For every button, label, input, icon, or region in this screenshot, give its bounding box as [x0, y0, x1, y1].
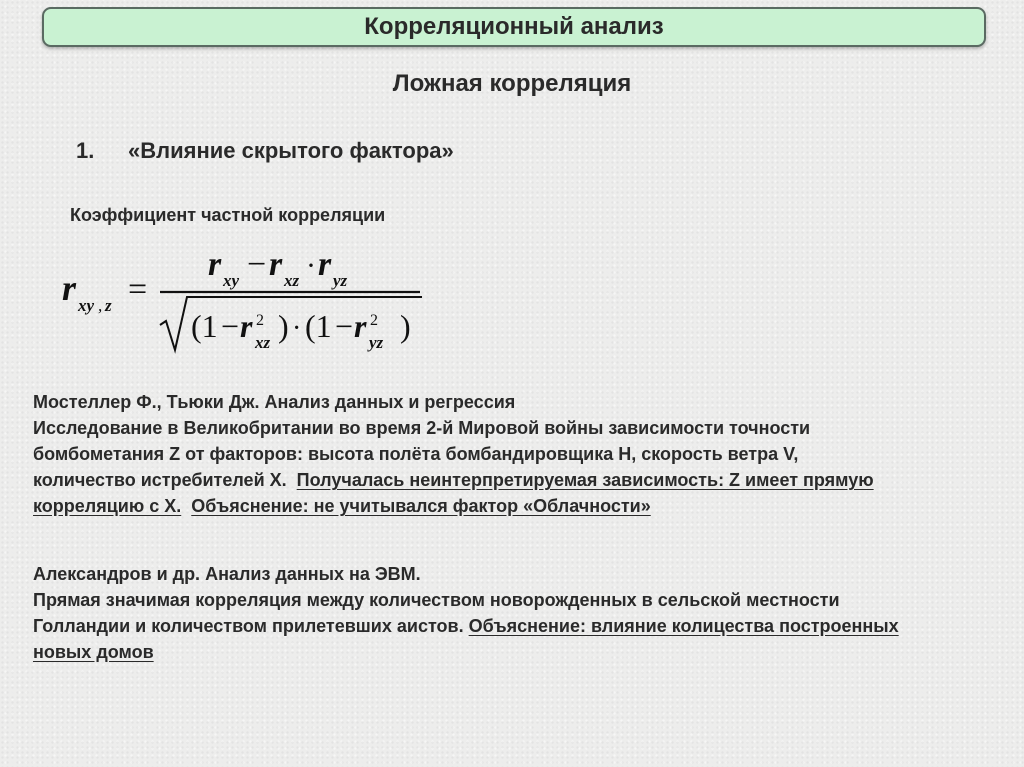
svg-text:−: −: [335, 308, 354, 344]
item-text: «Влияние скрытого фактора»: [128, 138, 454, 163]
svg-text:r: r: [62, 268, 77, 308]
svg-text:(1: (1: [305, 308, 332, 344]
svg-text:r: r: [269, 246, 283, 283]
svg-text:(1: (1: [191, 308, 218, 344]
svg-text:r: r: [354, 308, 367, 344]
slide-subtitle: Ложная корреляция: [392, 70, 632, 97]
svg-text:xz: xz: [255, 333, 271, 352]
svg-text:·: ·: [292, 313, 302, 344]
para2-line3-plain: Голландии и количеством прилетевших аистов.: [33, 616, 464, 636]
svg-text:yz: yz: [333, 271, 348, 290]
svg-text:,: ,: [98, 296, 103, 315]
svg-text:2: 2: [256, 312, 264, 329]
para2-line3-underlined: Объяснение: влияние колицества построенных: [468, 616, 899, 636]
svg-text:xy: xy: [78, 296, 95, 315]
svg-text:−: −: [221, 308, 240, 344]
slide-title: Корреляционный анализ: [364, 13, 664, 40]
para2-line1: Александров и др. Анализ данных на ЭВМ.: [33, 564, 421, 584]
svg-text:·: ·: [306, 249, 316, 282]
para1-line2: Исследование в Великобритании во время 2-й Мировой войны зависимости точности: [33, 418, 811, 438]
para1-line5-underlined-b: Объяснение: не учитывался фактор «Облачности»: [191, 496, 651, 516]
para1-line4: [33, 467, 874, 493]
svg-text:): ): [400, 308, 411, 344]
svg-text:=: =: [128, 271, 148, 308]
partial-correlation-formula: [60, 245, 440, 365]
svg-text:yz: yz: [369, 333, 384, 352]
para1-line3: бомбометания Z от факторов: высота полёта бомбандировщика H, скорость ветра V,: [33, 444, 799, 464]
slide-header: [42, 7, 986, 47]
svg-text:): ): [278, 308, 289, 344]
para1-line5-underlined-a: корреляцию с X.: [33, 496, 182, 516]
para1-line5: [33, 493, 874, 519]
svg-text:r: r: [208, 246, 222, 283]
svg-text:xz: xz: [284, 271, 300, 290]
svg-text:xy: xy: [223, 271, 240, 290]
svg-text:z: z: [105, 296, 112, 315]
svg-text:r: r: [318, 246, 332, 283]
para2-line4-underlined: новых домов: [33, 642, 154, 662]
numbered-item: [76, 138, 454, 164]
para1-line4-plain: количество истребителей X.: [33, 470, 287, 490]
aleksandrov-paragraph: [33, 561, 899, 665]
para2-line2: Прямая значимая корреляция между количеством новорожденных в сельской местности: [33, 590, 840, 610]
para1-line4-underlined: Получалась неинтерпретируемая зависимость: Z имеет прямую: [296, 470, 874, 490]
svg-text:r: r: [240, 308, 253, 344]
svg-text:2: 2: [370, 312, 378, 329]
formula-label: Коэффициент частной корреляции: [70, 205, 386, 225]
svg-text:−: −: [247, 246, 267, 283]
para1-line1: Мостеллер Ф., Тьюки Дж. Анализ данных и регрессия: [33, 392, 516, 412]
mosteller-paragraph: [33, 389, 874, 519]
item-number: 1.: [76, 138, 95, 163]
para2-line3: [33, 613, 899, 639]
para2-line4: [33, 639, 899, 665]
